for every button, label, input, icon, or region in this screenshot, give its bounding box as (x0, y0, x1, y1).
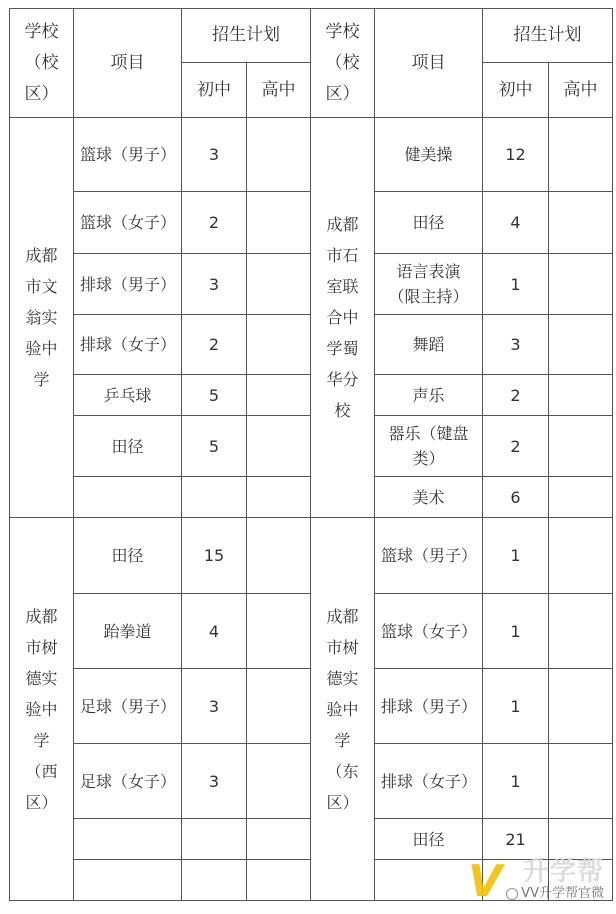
senior-count (247, 669, 311, 744)
item-cell: 田径 (375, 192, 483, 254)
item-cell: 乒乓球 (74, 375, 182, 416)
junior-count: 2 (182, 315, 247, 375)
junior-count: 5 (182, 375, 247, 416)
junior-count: 1 (483, 669, 549, 744)
header-school-left: 学校（校区） (10, 9, 74, 118)
school-cell: 成都市石室联合中学蜀华分校 (311, 118, 375, 518)
junior-count: 3 (182, 118, 247, 192)
item-cell: 美术 (375, 477, 483, 518)
watermark-account (506, 886, 604, 902)
item-cell: 排球（女子） (375, 744, 483, 819)
junior-count: 1 (483, 254, 549, 315)
junior-count: 2 (483, 375, 549, 416)
item-cell (74, 477, 182, 518)
item-cell: 声乐 (375, 375, 483, 416)
header-plan-right: 招生计划 (483, 9, 613, 63)
senior-count (247, 375, 311, 416)
item-cell (74, 860, 182, 901)
senior-count (247, 744, 311, 819)
senior-count (247, 860, 311, 901)
admission-plan-table-container (9, 8, 612, 906)
item-cell: 排球（男子） (375, 669, 483, 744)
junior-count: 5 (182, 416, 247, 477)
senior-count (247, 518, 311, 594)
item-cell: 足球（男子） (74, 669, 182, 744)
watermark-brand: 升学帮 (522, 857, 604, 887)
item-cell: 跆拳道 (74, 594, 182, 669)
junior-count: 15 (182, 518, 247, 594)
item-cell: 田径 (375, 819, 483, 860)
senior-count (247, 118, 311, 192)
item-cell: 健美操 (375, 118, 483, 192)
item-cell: 田径 (74, 518, 182, 594)
junior-count: 3 (182, 669, 247, 744)
header-junior-right: 初中 (483, 63, 549, 118)
header-item-left: 项目 (74, 9, 182, 118)
junior-count (182, 477, 247, 518)
watermark-account-label: VV升学帮官微 (521, 886, 604, 901)
item-cell (375, 860, 483, 901)
junior-count: 21 (483, 819, 549, 860)
header-senior-right: 高中 (549, 63, 613, 118)
item-cell: 篮球（女子） (74, 192, 182, 254)
header-school-right: 学校（校区） (311, 9, 375, 118)
junior-count: 3 (182, 744, 247, 819)
senior-count (549, 744, 613, 819)
junior-count: 2 (182, 192, 247, 254)
item-cell: 器乐（键盘类） (375, 416, 483, 477)
senior-count (549, 375, 613, 416)
school-cell: 成都市树德实验中学（西区） (10, 518, 74, 901)
school-cell: 成都市树德实验中学（东区） (311, 518, 375, 901)
senior-count (549, 416, 613, 477)
senior-count (549, 315, 613, 375)
watermark (468, 856, 604, 907)
item-cell: 篮球（男子） (74, 118, 182, 192)
junior-count: 1 (483, 518, 549, 594)
header-plan-left: 招生计划 (182, 9, 311, 63)
senior-count (247, 416, 311, 477)
item-cell: 篮球（男子） (375, 518, 483, 594)
junior-count: 3 (182, 254, 247, 315)
junior-count: 2 (483, 416, 549, 477)
junior-count (182, 860, 247, 901)
item-cell: 排球（女子） (74, 315, 182, 375)
item-cell (74, 819, 182, 860)
item-cell: 足球（女子） (74, 744, 182, 819)
senior-count (247, 254, 311, 315)
senior-count (549, 669, 613, 744)
watermark-text (506, 858, 604, 902)
senior-count (247, 192, 311, 254)
item-cell: 篮球（女子） (375, 594, 483, 669)
senior-count (549, 594, 613, 669)
junior-count: 4 (182, 594, 247, 669)
senior-count (549, 518, 613, 594)
school-cell: 成都市文翁实验中学 (10, 118, 74, 518)
item-cell: 田径 (74, 416, 182, 477)
senior-count (549, 254, 613, 315)
junior-count (182, 819, 247, 860)
watermark-logo: V (468, 856, 503, 907)
item-cell: 排球（男子） (74, 254, 182, 315)
senior-count (247, 315, 311, 375)
senior-count (247, 477, 311, 518)
header-senior-left: 高中 (247, 63, 311, 118)
header-item-right: 项目 (375, 9, 483, 118)
senior-count (247, 594, 311, 669)
junior-count: 4 (483, 192, 549, 254)
junior-count: 12 (483, 118, 549, 192)
senior-count (549, 118, 613, 192)
junior-count: 3 (483, 315, 549, 375)
senior-count (549, 477, 613, 518)
senior-count (549, 819, 613, 860)
senior-count (549, 192, 613, 254)
header-junior-left: 初中 (182, 63, 247, 118)
wechat-icon (506, 888, 518, 900)
item-cell: 语言表演（限主持） (375, 254, 483, 315)
admission-plan-table (9, 8, 613, 907)
junior-count: 1 (483, 594, 549, 669)
item-cell: 舞蹈 (375, 315, 483, 375)
senior-count (247, 819, 311, 860)
junior-count: 6 (483, 477, 549, 518)
junior-count: 1 (483, 744, 549, 819)
